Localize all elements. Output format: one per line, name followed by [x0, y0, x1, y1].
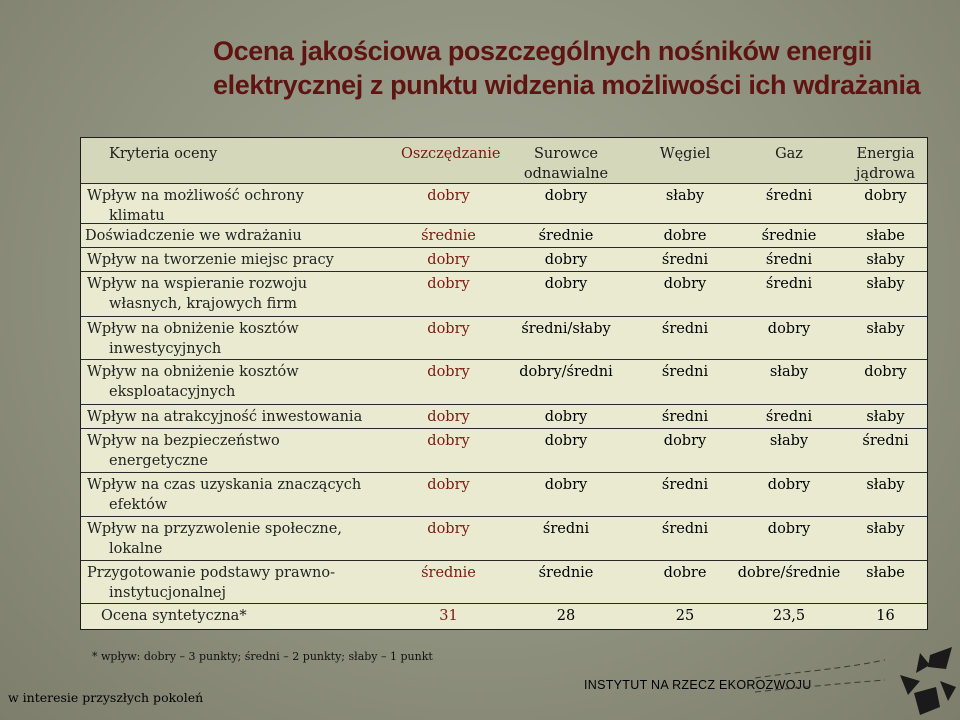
value-renewables: dobry	[544, 433, 588, 449]
value-nuclear: dobry	[864, 188, 907, 204]
value-savings: dobry	[427, 409, 470, 425]
table-row	[81, 224, 927, 248]
value-coal: dobre	[663, 228, 707, 244]
table-header-row	[81, 138, 927, 184]
value-gas: dobry	[767, 321, 811, 337]
value-gas: średni	[765, 276, 813, 292]
value-renewables: dobry	[544, 276, 588, 292]
table-row	[81, 517, 927, 561]
value-savings: dobry	[427, 188, 470, 204]
value-renewables: dobry	[544, 477, 588, 493]
synthetic-score-label: Ocena syntetyczna*	[101, 608, 247, 624]
score-gas: 23,5	[772, 608, 806, 624]
value-savings: dobry	[427, 477, 470, 493]
value-nuclear: słaby	[866, 252, 905, 268]
value-renewables: średni	[542, 521, 590, 537]
value-renewables: średnie	[538, 228, 594, 244]
table-row	[81, 473, 927, 517]
value-renewables: dobry	[544, 252, 588, 268]
value-coal: słaby	[665, 188, 705, 204]
criterion-label: Wpływ na możliwość ochrony	[87, 188, 304, 204]
criterion-label: Przygotowanie podstawy prawno-	[87, 565, 335, 581]
value-coal: dobry	[663, 433, 707, 449]
value-coal: średni	[661, 409, 709, 425]
criterion-label-cont: eksploatacyjnych	[109, 384, 236, 400]
criterion-label: Wpływ na obniżenie kosztów	[87, 364, 299, 380]
value-nuclear: słabe	[866, 565, 905, 581]
criterion-label-cont: własnych, krajowych firm	[109, 296, 298, 312]
value-gas: średnie	[761, 228, 817, 244]
criterion-label-cont: klimatu	[109, 208, 165, 224]
criterion-label-cont: lokalne	[109, 541, 163, 557]
value-coal: średni	[661, 521, 709, 537]
header-nuclear: Energia jądrowa	[855, 146, 916, 182]
synthetic-score-row	[81, 604, 927, 629]
criterion-label-cont: instytucjonalnej	[109, 585, 226, 601]
table-row	[81, 561, 927, 604]
value-renewables: dobry	[544, 409, 588, 425]
brand-institute: INSTYTUT NA RZECZ EKOROZWOJU	[584, 678, 812, 692]
value-nuclear: słaby	[866, 409, 905, 425]
criterion-label: Wpływ na obniżenie kosztów	[87, 321, 299, 337]
value-gas: średni	[765, 188, 813, 204]
score-nuclear: 16	[876, 608, 895, 624]
value-coal: dobry	[663, 276, 707, 292]
value-savings: dobry	[427, 276, 470, 292]
value-savings: średnie	[421, 565, 476, 581]
header-renewables: Surowce odnawialne	[523, 146, 609, 182]
value-savings: dobry	[427, 433, 470, 449]
value-nuclear: słabe	[866, 228, 905, 244]
value-coal: średni	[661, 477, 709, 493]
table-row	[81, 184, 927, 224]
score-coal: 25	[675, 608, 695, 624]
value-coal: średni	[661, 252, 709, 268]
table-row	[81, 272, 927, 317]
criterion-label: Doświadczenie we wdrażaniu	[85, 228, 302, 244]
value-renewables: dobry/średni	[519, 364, 613, 380]
criterion-label: Wpływ na wspieranie rozwoju	[87, 276, 308, 292]
value-gas: dobry	[767, 521, 811, 537]
table-row	[81, 317, 927, 360]
value-savings: dobry	[427, 252, 470, 268]
table-row	[81, 248, 927, 272]
value-gas: średni	[765, 409, 813, 425]
score-savings: 31	[439, 608, 458, 624]
value-renewables: średnie	[538, 565, 594, 581]
value-nuclear: słaby	[866, 477, 905, 493]
table-row	[81, 360, 927, 405]
value-gas: dobry	[767, 477, 811, 493]
value-savings: dobry	[427, 521, 470, 537]
ecology-logo-icon	[890, 645, 960, 720]
footnote: * wpływ: dobry – 3 punkty; średni – 2 punkty; słaby – 1 punkt	[92, 650, 433, 663]
page-title: Ocena jakościowa poszczególnych nośników energii elektrycznej z punktu widzenia możliwości ich wdrażania	[213, 36, 921, 100]
value-nuclear: średni	[862, 433, 909, 449]
table-row	[81, 429, 927, 473]
evaluation-table	[80, 137, 928, 630]
criterion-label: Wpływ na tworzenie miejsc pracy	[87, 252, 334, 268]
score-renewables: 28	[556, 608, 576, 624]
value-gas: średni	[765, 252, 813, 268]
value-savings: średnie	[421, 228, 476, 244]
criterion-label-cont: inwestycyjnych	[109, 341, 222, 357]
value-nuclear: słaby	[866, 521, 905, 537]
value-renewables: średni/słaby	[521, 321, 611, 337]
value-coal: średni	[661, 321, 709, 337]
value-renewables: dobry	[544, 188, 588, 204]
value-nuclear: słaby	[866, 276, 905, 292]
criterion-label: Wpływ na atrakcyjność inwestowania	[87, 409, 363, 425]
header-savings: Oszczędzanie	[401, 146, 501, 162]
criterion-label: Wpływ na czas uzyskania znaczących	[87, 477, 362, 493]
header-criteria: Kryteria oceny	[109, 146, 218, 162]
value-gas: dobre/średnie	[737, 565, 841, 581]
value-nuclear: dobry	[864, 364, 907, 380]
criterion-label-cont: energetyczne	[109, 453, 208, 469]
value-coal: dobre	[663, 565, 707, 581]
header-coal: Węgiel	[659, 146, 711, 162]
criterion-label: Wpływ na przyzwolenie społeczne,	[87, 521, 342, 537]
header-gas: Gaz	[775, 146, 803, 162]
criterion-label-cont: efektów	[109, 497, 168, 513]
value-gas: słaby	[769, 433, 809, 449]
brand-tagline: w interesie przyszłych pokoleń	[8, 690, 204, 705]
value-nuclear: słaby	[866, 321, 905, 337]
table-row	[81, 405, 927, 429]
value-coal: średni	[661, 364, 709, 380]
value-gas: słaby	[769, 364, 809, 380]
decorative-lines-icon	[755, 650, 885, 710]
value-savings: dobry	[427, 321, 470, 337]
value-savings: dobry	[427, 364, 470, 380]
criterion-label: Wpływ na bezpieczeństwo	[87, 433, 280, 449]
